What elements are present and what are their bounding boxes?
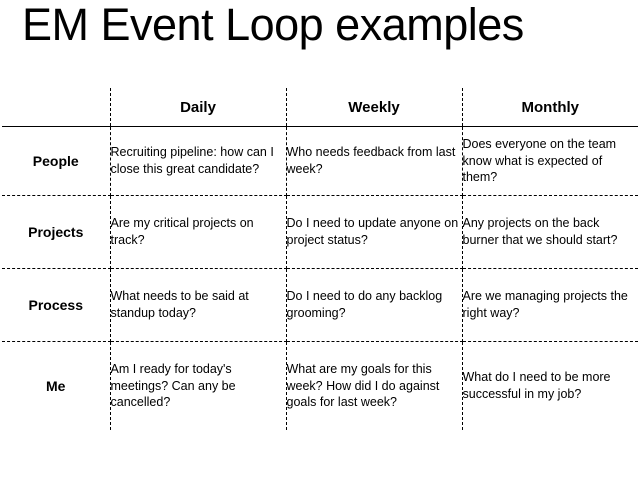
column-header-monthly: Monthly xyxy=(462,88,638,127)
cell-projects-daily: Are my critical projects on track? xyxy=(110,196,286,269)
cell-people-daily: Recruiting pipeline: how can I close this great candidate? xyxy=(110,127,286,196)
table-row xyxy=(2,127,638,196)
table-corner-cell xyxy=(2,88,110,127)
cell-me-daily: Am I ready for today's meetings? Can any be cancelled? xyxy=(110,342,286,431)
cell-people-monthly: Does everyone on the team know what is expected of them? xyxy=(462,127,638,196)
table-row xyxy=(2,342,638,431)
event-loop-table xyxy=(2,88,638,430)
cell-me-weekly: What are my goals for this week? How did I do against goals for last week? xyxy=(286,342,462,431)
column-header-weekly: Weekly xyxy=(286,88,462,127)
table-header-row xyxy=(2,88,638,127)
cell-process-weekly: Do I need to do any backlog grooming? xyxy=(286,269,462,342)
table-row xyxy=(2,196,638,269)
cell-process-monthly: Are we managing projects the right way? xyxy=(462,269,638,342)
table-row xyxy=(2,269,638,342)
cell-projects-monthly: Any projects on the back burner that we should start? xyxy=(462,196,638,269)
cell-projects-weekly: Do I need to update anyone on project status? xyxy=(286,196,462,269)
page-title: EM Event Loop examples xyxy=(22,0,524,50)
row-header-people: People xyxy=(2,127,110,196)
column-header-daily: Daily xyxy=(110,88,286,127)
row-header-process: Process xyxy=(2,269,110,342)
row-header-projects: Projects xyxy=(2,196,110,269)
cell-process-daily: What needs to be said at standup today? xyxy=(110,269,286,342)
row-header-me: Me xyxy=(2,342,110,431)
cell-me-monthly: What do I need to be more successful in my job? xyxy=(462,370,611,401)
cell-people-weekly: Who needs feedback from last week? xyxy=(286,127,462,196)
